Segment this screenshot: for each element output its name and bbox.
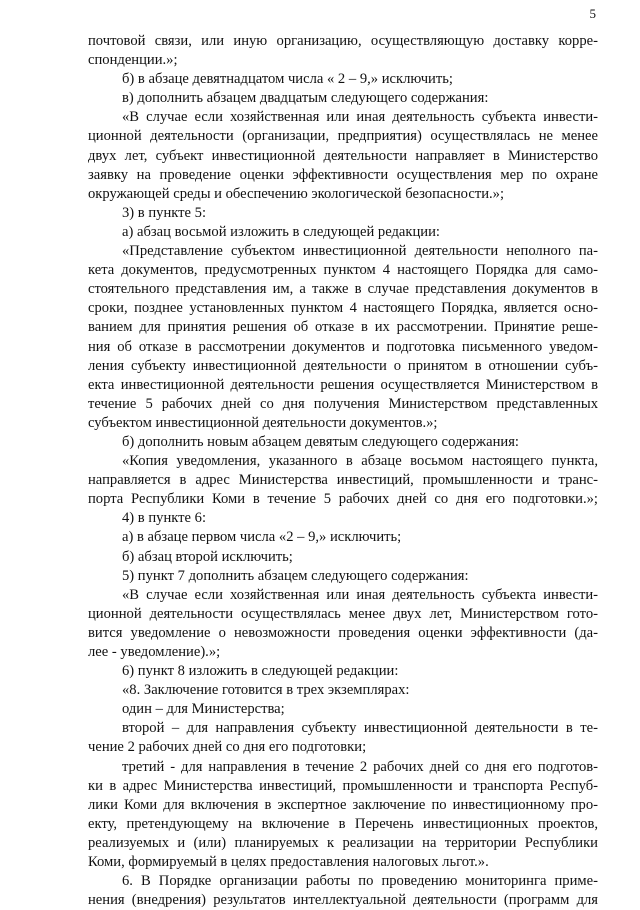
text-line: а) в абзаце первом числа «2 – 9,» исключить; [122,529,402,546]
text-line: второй – для направления субъекту инвестиционной деятельности в те- [122,720,598,737]
text-line: третий - для направления в течение 2 рабочих дней со дня его подготов- [122,758,598,775]
text-line: ки в адрес Министерства инвестиций, промышленности и транспорта Респуб- [88,777,598,794]
text-line: б) дополнить новым абзацем девятым следующего содержания: [122,433,519,450]
text-line: чение 2 рабочих дней со дня его подготовки; [88,739,367,756]
text-line: двух лет, субъект инвестиционной деятельности направляет в Министерство [88,147,598,164]
text-line: «Представление субъектом инвестиционной деятельности неполного па- [122,243,598,260]
text-line: «Копия уведомления, указанного в абзаце восьмом настоящего пункта, [122,453,598,470]
text-line: 4) в пункте 6: [122,510,207,527]
text-line: сроки, позднее установленных пунктом 4 настоящего Порядка, является осно- [88,300,598,317]
text-line: в) дополнить абзацем двадцатым следующего содержания: [122,90,489,107]
text-line: спонденции.»; [88,52,178,69]
text-line: стоятельного представления им, а также в случае представления документов в [88,281,598,298]
text-line: кета документов, предусмотренных пунктом 4 настоящего Порядка для само- [88,262,598,279]
text-line: вится уведомление о невозможности проведения оценки эффективности (да- [88,624,598,641]
text-line: реализуемых и (или) планируемых к реализации на территории Республики [88,834,598,851]
text-line: Коми, формируемый в целях предоставления налоговых льгот.». [88,854,489,871]
text-line: екту, претендующему на включение в Перечень инвестиционных проектов, [88,815,598,832]
text-line: «В случае если хозяйственная или иная деятельность субъекта инвести- [122,109,598,126]
page-number: 5 [589,6,596,21]
text-line: ванием для принятия решения об отказе в их рассмотрении. Принятие реше- [88,319,598,336]
text-line: 5) пункт 7 дополнить абзацем следующего содержания: [122,567,469,584]
text-line: направляется в адрес Министерства инвестиций, промышленности и транс- [88,472,598,489]
text-line: б) абзац второй исключить; [122,548,293,565]
text-line: порта Республики Коми в течение 5 рабочих дней со дня его подготовки.»; [88,491,598,508]
text-line: ционной деятельности осуществлялась менее двух лет, Министерством гото- [88,605,598,622]
text-line: субъектом инвестиционной деятельности документов.»; [88,414,438,431]
text-line: 3) в пункте 5: [122,204,207,221]
text-line: ния об отказе в рассмотрении документов и подготовка письменного уведом- [88,338,598,355]
text-line: б) в абзаце девятнадцатом числа « 2 – 9,» исключить; [122,71,453,88]
text-line: екта инвестиционной деятельности решения осуществляется Министерством в [88,376,598,393]
text-line: лики Коми для включения в экспертное заключение по инвестиционному про- [88,796,598,813]
text-line: почтовой связи, или иную организацию, осуществляющую доставку корре- [88,33,598,49]
text-line: ционной деятельности (организации, предприятия) осуществлялась не менее [88,128,598,145]
document-body [88,32,598,910]
text-line: заявку на проведение оценки эффективности осуществления мер по охране [88,166,598,183]
text-line: лее - уведомление).»; [88,644,221,660]
text-line: течение 5 рабочих дней со дня получения Министерством представленных [88,395,598,412]
text-line: один – для Министерства; [122,701,285,718]
text-line: «8. Заключение готовится в трех экземплярах: [122,682,410,699]
text-line: ления субъекту инвестиционной деятельности о принятом в отношении субъ- [88,357,598,374]
text-line: а) абзац восьмой изложить в следующей редакции: [122,223,440,240]
text-line: нения (внедрения) результатов интеллектуальной деятельности (программ для [88,892,598,909]
text-line: 6. В Порядке организации работы по проведению мониторинга приме- [122,873,598,890]
text-line: окружающей среды и обеспечению экологической безопасности.»; [88,185,505,202]
text-line: 6) пункт 8 изложить в следующей редакции: [122,663,399,680]
text-line: «В случае если хозяйственная или иная деятельность субъекта инвести- [122,586,598,603]
